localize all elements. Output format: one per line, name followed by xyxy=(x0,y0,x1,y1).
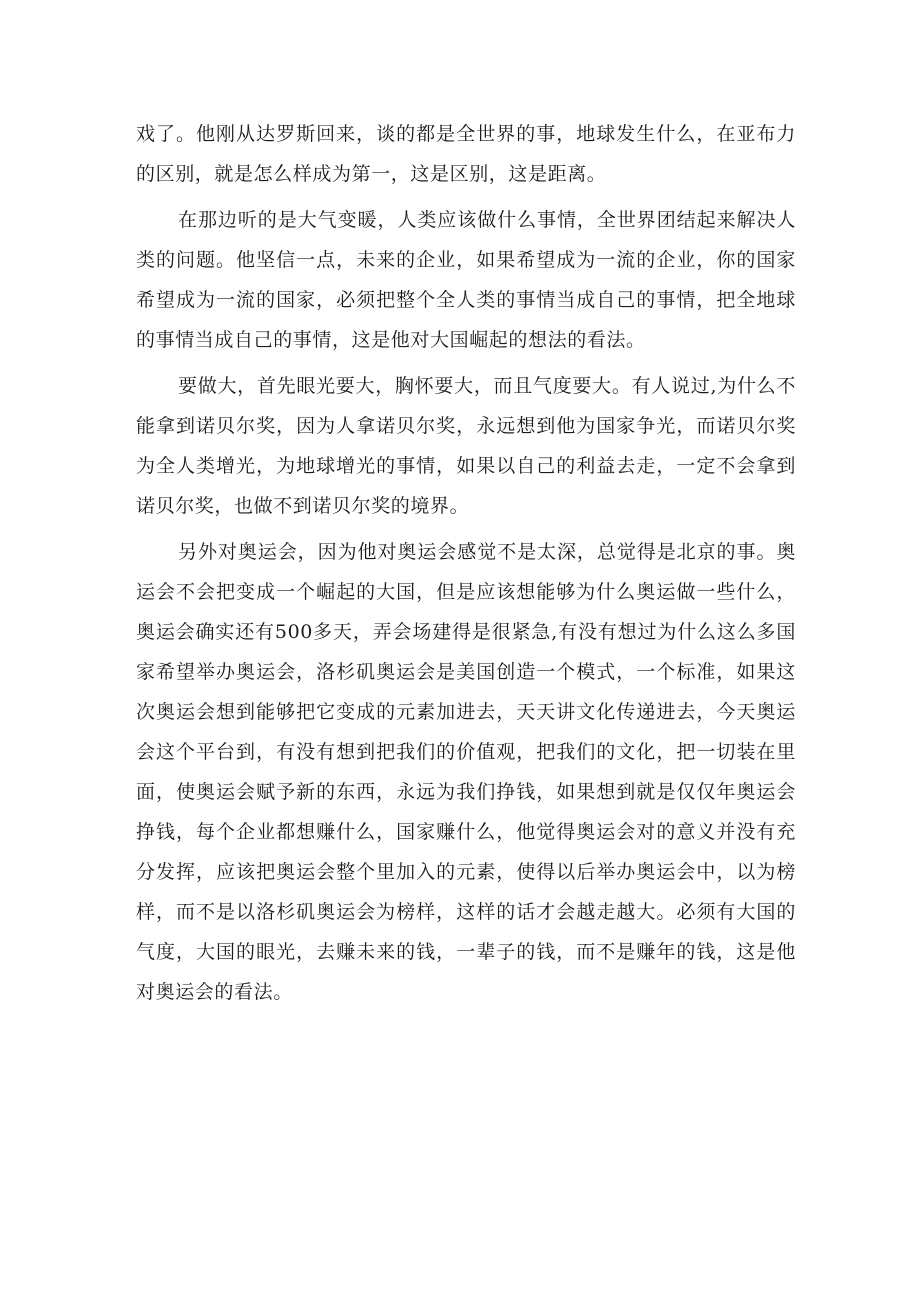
paragraph-climate: 在那边听的是大气变暖，人类应该做什么事情，全世界团结起来解决人类的问题。他坚信一点，未来的企业，如果希望成为一流的企业，你的国家希望成为一流的国家，必须把整个全人类的事情当成自己的事情，把全地球的事情当成自己的事情，这是他对大国崛起的想法的看法。 xyxy=(136,209,796,351)
paragraph-olympics: 另外对奥运会，因为他对奥运会感觉不是太深，总觉得是北京的事。奥运会不会把变成一个崛起的大国，但是应该想能够为什么奥运做一些什么，奥运会确实还有500多天，弄会场建得是很紧急,有没有想过为什么这么多国家希望举办奥运会，洛杉矶奥运会是美国创造一个模式，一个标准，如果这次奥运会想到能够把它变成的元素加进去，天天讲文化传递进去，今天奥运会这个平台到，有没有想到把我们的价值观，把我们的文化，把一切装在里面，使奥运会赋予新的东西，永远为我们挣钱，如果想到就是仅仅年奥运会挣钱，每个企业都想赚什么，国家赚什么，他觉得奥运会对的意义并没有充分发挥，应该把奥运会整个里加入的元素，使得以后举办奥运会中，以为榜样，而不是以洛杉矶奥运会为榜样，这样的话才会越走越大。必须有大国的气度，大国的眼光，去赚未来的钱，一辈子的钱，而不是赚年的钱，这是他对奥运会的看法。 xyxy=(136,541,796,1003)
document-body xyxy=(136,114,796,1018)
paragraph-continuation: 戏了。他刚从达罗斯回来，谈的都是全世界的事，地球发生什么，在亚布力的区别，就是怎么样成为第一，这是区别，这是距离。 xyxy=(136,123,796,185)
paragraph-nobel: 要做大，首先眼光要大，胸怀要大，而且气度要大。有人说过,为什么不能拿到诺贝尔奖，因为人拿诺贝尔奖，永远想到他为国家争光，而诺贝尔奖为全人类增光，为地球增光的事情，如果以自己的利益去走，一定不会拿到诺贝尔奖，也做不到诺贝尔奖的境界。 xyxy=(136,375,796,517)
